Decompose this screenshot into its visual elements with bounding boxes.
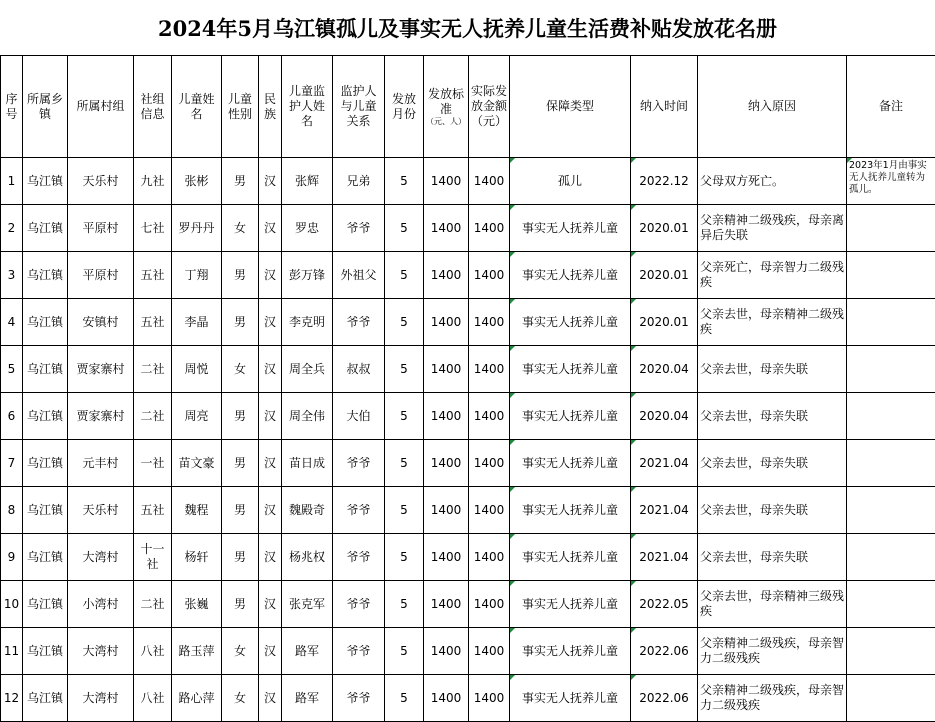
cell-seq: 8 [1, 487, 23, 534]
cell-guardian: 魏殿奇 [282, 487, 333, 534]
cell-seq: 10 [1, 581, 23, 628]
cell-note: 2023年1月由事实无人抚养儿童转为孤儿。 [847, 158, 935, 205]
header-village: 所属村组 [68, 56, 134, 158]
header-month: 发放月份 [385, 56, 424, 158]
cell-village: 平原村 [68, 252, 134, 299]
cell-reason: 父亲去世，母亲精神二级残疾 [698, 299, 847, 346]
cell-actual: 1400 [469, 252, 510, 299]
cell-date: 2020.01 [631, 252, 698, 299]
table-row [1, 534, 935, 581]
cell-ethnicity: 汉 [259, 534, 282, 581]
cell-ethnicity: 汉 [259, 487, 282, 534]
cell-ethnicity: 汉 [259, 393, 282, 440]
cell-village: 安镇村 [68, 299, 134, 346]
cell-village: 小湾村 [68, 581, 134, 628]
cell-type: 事实无人抚养儿童 [510, 299, 631, 346]
table-row [1, 487, 935, 534]
cell-date: 2020.01 [631, 205, 698, 252]
cell-type: 事实无人抚养儿童 [510, 581, 631, 628]
cell-town: 乌江镇 [23, 205, 68, 252]
cell-actual: 1400 [469, 534, 510, 581]
cell-actual: 1400 [469, 158, 510, 205]
cell-standard: 1400 [424, 158, 469, 205]
table-row [1, 205, 935, 252]
table-row [1, 675, 935, 722]
cell-seq: 6 [1, 393, 23, 440]
cell-seq: 2 [1, 205, 23, 252]
cell-date: 2021.04 [631, 534, 698, 581]
cell-reason: 父亲去世，母亲失联 [698, 346, 847, 393]
table-row [1, 299, 935, 346]
cell-reason: 父亲去世，母亲精神三级残疾 [698, 581, 847, 628]
cell-guardian: 路军 [282, 675, 333, 722]
roster-table [0, 55, 935, 722]
cell-date: 2022.12 [631, 158, 698, 205]
cell-relation: 叔叔 [333, 346, 385, 393]
cell-group: 五社 [134, 252, 172, 299]
cell-child-name: 周悦 [172, 346, 222, 393]
cell-note [847, 440, 935, 487]
table-body [1, 158, 935, 722]
cell-village: 贾家寨村 [68, 346, 134, 393]
cell-gender: 男 [222, 158, 259, 205]
cell-standard: 1400 [424, 393, 469, 440]
header-date: 纳入时间 [631, 56, 698, 158]
cell-ethnicity: 汉 [259, 628, 282, 675]
cell-guardian: 罗忠 [282, 205, 333, 252]
cell-ethnicity: 汉 [259, 440, 282, 487]
cell-village: 天乐村 [68, 487, 134, 534]
cell-town: 乌江镇 [23, 675, 68, 722]
cell-town: 乌江镇 [23, 252, 68, 299]
cell-note [847, 628, 935, 675]
cell-group: 一社 [134, 440, 172, 487]
cell-reason: 父亲精神二级残疾，母亲智力二级残疾 [698, 628, 847, 675]
cell-town: 乌江镇 [23, 440, 68, 487]
cell-town: 乌江镇 [23, 393, 68, 440]
cell-child-name: 张彬 [172, 158, 222, 205]
cell-note [847, 534, 935, 581]
cell-town: 乌江镇 [23, 299, 68, 346]
cell-gender: 男 [222, 252, 259, 299]
header-town: 所属乡镇 [23, 56, 68, 158]
cell-actual: 1400 [469, 440, 510, 487]
cell-actual: 1400 [469, 581, 510, 628]
cell-group: 八社 [134, 675, 172, 722]
cell-date: 2020.04 [631, 393, 698, 440]
cell-standard: 1400 [424, 628, 469, 675]
cell-child-name: 张巍 [172, 581, 222, 628]
cell-date: 2022.05 [631, 581, 698, 628]
cell-seq: 7 [1, 440, 23, 487]
cell-relation: 爷爷 [333, 675, 385, 722]
cell-note [847, 581, 935, 628]
cell-relation: 爷爷 [333, 534, 385, 581]
cell-relation: 爷爷 [333, 487, 385, 534]
cell-standard: 1400 [424, 252, 469, 299]
cell-standard: 1400 [424, 487, 469, 534]
cell-actual: 1400 [469, 487, 510, 534]
cell-type: 孤儿 [510, 158, 631, 205]
cell-ethnicity: 汉 [259, 158, 282, 205]
cell-guardian: 彭万锋 [282, 252, 333, 299]
cell-child-name: 魏程 [172, 487, 222, 534]
table-row [1, 628, 935, 675]
table-row [1, 158, 935, 205]
cell-guardian: 周全伟 [282, 393, 333, 440]
cell-month: 5 [385, 581, 424, 628]
cell-note [847, 205, 935, 252]
cell-seq: 3 [1, 252, 23, 299]
cell-standard: 1400 [424, 346, 469, 393]
cell-date: 2021.04 [631, 487, 698, 534]
cell-group: 七社 [134, 205, 172, 252]
cell-date: 2022.06 [631, 628, 698, 675]
cell-town: 乌江镇 [23, 534, 68, 581]
cell-month: 5 [385, 299, 424, 346]
cell-village: 大湾村 [68, 675, 134, 722]
cell-guardian: 张辉 [282, 158, 333, 205]
cell-ethnicity: 汉 [259, 675, 282, 722]
cell-ethnicity: 汉 [259, 346, 282, 393]
cell-date: 2022.06 [631, 675, 698, 722]
page-title: 2024年5月乌江镇孤儿及事实无人抚养儿童生活费补贴发放花名册 [0, 0, 935, 56]
cell-month: 5 [385, 252, 424, 299]
cell-child-name: 路玉萍 [172, 628, 222, 675]
cell-child-name: 丁翔 [172, 252, 222, 299]
cell-actual: 1400 [469, 628, 510, 675]
header-ethnicity: 民族 [259, 56, 282, 158]
cell-guardian: 张克军 [282, 581, 333, 628]
cell-gender: 男 [222, 440, 259, 487]
cell-village: 贾家寨村 [68, 393, 134, 440]
cell-reason: 父亲去世，母亲失联 [698, 487, 847, 534]
cell-gender: 男 [222, 487, 259, 534]
cell-note [847, 299, 935, 346]
cell-month: 5 [385, 205, 424, 252]
cell-village: 平原村 [68, 205, 134, 252]
cell-month: 5 [385, 393, 424, 440]
cell-seq: 9 [1, 534, 23, 581]
cell-group: 二社 [134, 581, 172, 628]
cell-group: 十一社 [134, 534, 172, 581]
cell-reason: 父亲精神二级残疾，母亲智力二级残疾 [698, 675, 847, 722]
cell-ethnicity: 汉 [259, 299, 282, 346]
cell-reason: 父亲死亡，母亲智力二级残疾 [698, 252, 847, 299]
table-row [1, 252, 935, 299]
cell-note [847, 393, 935, 440]
cell-relation: 外祖父 [333, 252, 385, 299]
cell-actual: 1400 [469, 393, 510, 440]
cell-standard: 1400 [424, 299, 469, 346]
cell-village: 天乐村 [68, 158, 134, 205]
cell-date: 2020.04 [631, 346, 698, 393]
header-gender: 儿童性别 [222, 56, 259, 158]
table-row [1, 581, 935, 628]
cell-type: 事实无人抚养儿童 [510, 534, 631, 581]
header-relation: 监护人与儿童关系 [333, 56, 385, 158]
cell-child-name: 周亮 [172, 393, 222, 440]
header-type: 保障类型 [510, 56, 631, 158]
header-standard: 发放标准 （元、人） [424, 56, 469, 158]
cell-group: 二社 [134, 393, 172, 440]
cell-relation: 爷爷 [333, 628, 385, 675]
cell-note [847, 487, 935, 534]
cell-gender: 女 [222, 346, 259, 393]
cell-guardian: 路军 [282, 628, 333, 675]
cell-relation: 大伯 [333, 393, 385, 440]
cell-type: 事实无人抚养儿童 [510, 346, 631, 393]
cell-gender: 男 [222, 534, 259, 581]
cell-child-name: 路心萍 [172, 675, 222, 722]
cell-type: 事实无人抚养儿童 [510, 393, 631, 440]
cell-child-name: 杨轩 [172, 534, 222, 581]
cell-relation: 爷爷 [333, 299, 385, 346]
cell-reason: 父亲去世，母亲失联 [698, 440, 847, 487]
cell-reason: 父亲精神二级残疾，母亲离异后失联 [698, 205, 847, 252]
cell-town: 乌江镇 [23, 628, 68, 675]
header-reason: 纳入原因 [698, 56, 847, 158]
cell-note [847, 346, 935, 393]
cell-actual: 1400 [469, 205, 510, 252]
cell-seq: 12 [1, 675, 23, 722]
cell-gender: 男 [222, 393, 259, 440]
cell-seq: 5 [1, 346, 23, 393]
cell-town: 乌江镇 [23, 581, 68, 628]
cell-village: 大湾村 [68, 628, 134, 675]
cell-date: 2020.01 [631, 299, 698, 346]
cell-gender: 男 [222, 581, 259, 628]
cell-town: 乌江镇 [23, 487, 68, 534]
cell-month: 5 [385, 158, 424, 205]
table-row [1, 440, 935, 487]
cell-actual: 1400 [469, 675, 510, 722]
cell-village: 大湾村 [68, 534, 134, 581]
cell-month: 5 [385, 675, 424, 722]
header-seq: 序号 [1, 56, 23, 158]
cell-gender: 男 [222, 299, 259, 346]
cell-town: 乌江镇 [23, 346, 68, 393]
cell-actual: 1400 [469, 299, 510, 346]
cell-ethnicity: 汉 [259, 581, 282, 628]
cell-standard: 1400 [424, 440, 469, 487]
cell-type: 事实无人抚养儿童 [510, 628, 631, 675]
cell-child-name: 苗文豪 [172, 440, 222, 487]
cell-group: 八社 [134, 628, 172, 675]
cell-type: 事实无人抚养儿童 [510, 252, 631, 299]
cell-date: 2021.04 [631, 440, 698, 487]
cell-ethnicity: 汉 [259, 252, 282, 299]
cell-reason: 父母双方死亡。 [698, 158, 847, 205]
cell-relation: 爷爷 [333, 205, 385, 252]
cell-guardian: 苗日成 [282, 440, 333, 487]
cell-type: 事实无人抚养儿童 [510, 675, 631, 722]
header-child-name: 儿童姓名 [172, 56, 222, 158]
cell-actual: 1400 [469, 346, 510, 393]
table-row [1, 393, 935, 440]
cell-group: 五社 [134, 299, 172, 346]
cell-gender: 女 [222, 675, 259, 722]
cell-standard: 1400 [424, 534, 469, 581]
cell-month: 5 [385, 346, 424, 393]
cell-standard: 1400 [424, 205, 469, 252]
cell-group: 二社 [134, 346, 172, 393]
cell-month: 5 [385, 628, 424, 675]
cell-relation: 爷爷 [333, 440, 385, 487]
cell-type: 事实无人抚养儿童 [510, 487, 631, 534]
cell-type: 事实无人抚养儿童 [510, 440, 631, 487]
cell-child-name: 李晶 [172, 299, 222, 346]
cell-guardian: 杨兆权 [282, 534, 333, 581]
cell-group: 九社 [134, 158, 172, 205]
cell-gender: 女 [222, 628, 259, 675]
cell-town: 乌江镇 [23, 158, 68, 205]
cell-ethnicity: 汉 [259, 205, 282, 252]
cell-standard: 1400 [424, 675, 469, 722]
header-row [1, 56, 935, 158]
header-guardian: 儿童监护人姓名 [282, 56, 333, 158]
cell-seq: 4 [1, 299, 23, 346]
cell-seq: 11 [1, 628, 23, 675]
header-group: 社组信息 [134, 56, 172, 158]
cell-guardian: 周全兵 [282, 346, 333, 393]
cell-relation: 兄弟 [333, 158, 385, 205]
header-actual: 实际发放金额（元） [469, 56, 510, 158]
cell-village: 元丰村 [68, 440, 134, 487]
cell-reason: 父亲去世，母亲失联 [698, 534, 847, 581]
cell-note [847, 252, 935, 299]
table-row [1, 346, 935, 393]
cell-seq: 1 [1, 158, 23, 205]
cell-month: 5 [385, 534, 424, 581]
cell-month: 5 [385, 487, 424, 534]
cell-standard: 1400 [424, 581, 469, 628]
cell-month: 5 [385, 440, 424, 487]
cell-reason: 父亲去世，母亲失联 [698, 393, 847, 440]
cell-type: 事实无人抚养儿童 [510, 205, 631, 252]
cell-guardian: 李克明 [282, 299, 333, 346]
header-note: 备注 [847, 56, 935, 158]
cell-child-name: 罗丹丹 [172, 205, 222, 252]
header-standard-unit: （元、人） [426, 117, 466, 127]
cell-note [847, 675, 935, 722]
cell-gender: 女 [222, 205, 259, 252]
cell-group: 五社 [134, 487, 172, 534]
cell-relation: 爷爷 [333, 581, 385, 628]
